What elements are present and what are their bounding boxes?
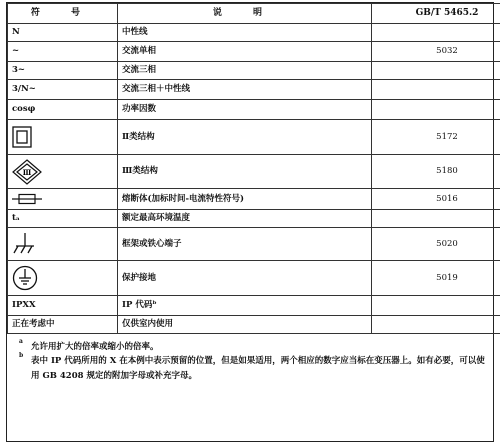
standard-cell: 5019: [372, 261, 500, 296]
symbol-cell: 3~: [8, 62, 118, 80]
description-cell: 框架或铁心端子: [118, 228, 372, 261]
symbol-cell: [8, 228, 118, 261]
description-cell: 熔断体(加标时间-电流特性符号): [118, 189, 372, 210]
symbol-cell: ~: [8, 42, 118, 62]
standard-cell: [372, 100, 500, 120]
frame-terminal-icon: [12, 232, 38, 256]
table-row: [8, 189, 500, 210]
footnote: [17, 354, 487, 383]
description-cell: 中性线: [118, 24, 372, 42]
standard-cell: [372, 62, 500, 80]
description-cell: Ⅱ类结构: [118, 120, 372, 155]
table-footnotes: [7, 334, 493, 383]
table-row: [8, 100, 500, 120]
description-cell: 交流三相: [118, 62, 372, 80]
description-cell: Ⅲ类结构: [118, 155, 372, 189]
table-row: [8, 261, 500, 296]
standard-cell: 5016: [372, 189, 500, 210]
table-row: [8, 228, 500, 261]
fuse-icon: [12, 193, 42, 205]
footnote-mark: b: [19, 352, 24, 360]
class-ii-construction-icon: [12, 126, 32, 148]
footnote-text: 表中 IP 代码所用的 X 在本例中表示预留的位置，但是如果适用，两个相应的数字应当标在变压器上。如有必要，可以使用 GB 4208 规定的附加字母或补充字母。: [31, 356, 485, 381]
description-cell: IP 代码ᵇ: [118, 296, 372, 316]
table-row: [8, 62, 500, 80]
table-row: [8, 155, 500, 189]
description-cell: 额定最高环境温度: [118, 210, 372, 228]
symbols-table-frame: [6, 2, 494, 442]
description-cell: 交流三相＋中性线: [118, 80, 372, 100]
symbol-cell: 3/N~: [8, 80, 118, 100]
table-row: [8, 80, 500, 100]
table-row: [8, 210, 500, 228]
header-symbol: 符 号: [8, 4, 118, 24]
table-row: [8, 296, 500, 316]
footnote-mark: a: [19, 338, 23, 345]
class-iii-construction-icon: [12, 159, 42, 185]
header-standard: GB/T 5465.2: [372, 4, 500, 24]
symbol-cell: tₐ: [8, 210, 118, 228]
description-cell: 仅供室内使用: [118, 316, 372, 334]
standard-cell: [372, 24, 500, 42]
symbols-table: [7, 3, 500, 334]
table-row: [8, 316, 500, 334]
description-cell: 功率因数: [118, 100, 372, 120]
standard-cell: 5032: [372, 42, 500, 62]
footnote: [17, 340, 487, 354]
table-row: [8, 120, 500, 155]
table-header-row: [8, 4, 500, 24]
standard-cell: [372, 210, 500, 228]
symbol-cell: [8, 261, 118, 296]
standard-cell: 5172: [372, 120, 500, 155]
symbol-cell: 正在考虑中: [8, 316, 118, 334]
symbol-cell: cosφ: [8, 100, 118, 120]
standard-cell: [372, 316, 500, 334]
standard-cell: [372, 80, 500, 100]
symbol-cell: [8, 189, 118, 210]
symbol-cell: IPXX: [8, 296, 118, 316]
symbol-cell: [8, 155, 118, 189]
description-cell: 交流单相: [118, 42, 372, 62]
description-cell: 保护接地: [118, 261, 372, 296]
header-description: 说 明: [118, 4, 372, 24]
standard-cell: 5180: [372, 155, 500, 189]
symbol-cell: [8, 120, 118, 155]
footnote-text: 允许用扩大的倍率或缩小的倍率。: [31, 342, 159, 352]
standard-cell: 5020: [372, 228, 500, 261]
class-iii-label: Ⅲ: [22, 167, 32, 177]
table-row: [8, 24, 500, 42]
table-row: [8, 42, 500, 62]
symbol-cell: N: [8, 24, 118, 42]
protective-earth-icon: [12, 265, 38, 291]
standard-cell: [372, 296, 500, 316]
